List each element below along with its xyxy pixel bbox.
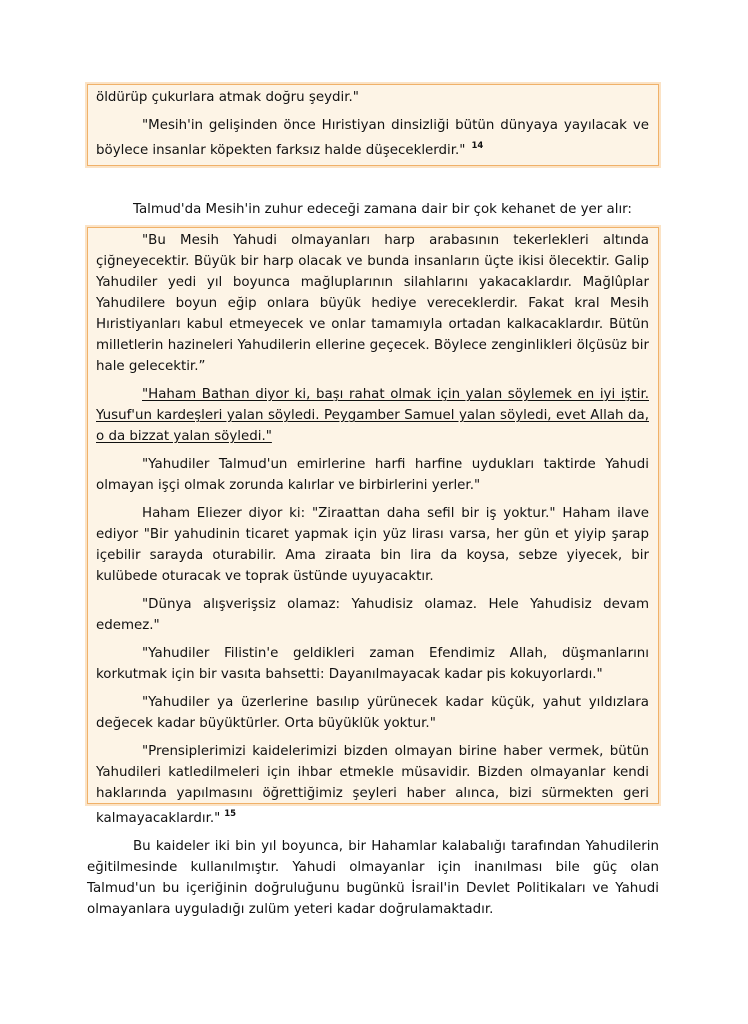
quote-box-2	[87, 227, 659, 826]
quote-1-paragraph-2-text: "Mesih'in gelişinden önce Hıristiyan dinsizliği bütün dünyaya yayılacak ve böylece insanlar köpekten farksız halde düşeceklerdir."	[96, 118, 649, 158]
quote-1-paragraph-1: öldürüp çukurlara atmak doğru şeydir."	[96, 90, 359, 105]
quote-2-paragraph-6: "Yahudiler Filistin'e geldikleri zaman Efendimiz Allah, düşmanlarını korkutmak için bir vasıta bahsetti: Dayanılmayacak kadar pis kokuyorlardı."	[96, 646, 649, 682]
footnote-marker-15: 15	[224, 809, 237, 819]
quote-2-paragraph-7: "Yahudiler ya üzerlerine basılıp yürünecek kadar küçük, yahut yıldızlara değecek kadar büyüktürler. Orta büyüklük yoktur."	[96, 695, 649, 731]
quote-1-paragraph-2	[96, 115, 649, 161]
quote-2-paragraph-1: "Bu Mesih Yahudi olmayanları harp arabasının tekerlekleri altında çiğneyecektir. Büyük bir harp olacak ve bunda insanların üçte ikisi ölecektir. Galip Yahudiler yedi yıl boyunca mağluplarının silahlarını yakacaklardır. Mağlûplar Yahudilere boyun eğip onlara büyük hediye vereceklerdir. Fakat kral Mesih Hıristiyanları kabul etmeyecek ve onlar tamamıyla ortadan kalkacaklardır. Bütün milletlerin hazineleri Yahudilerin ellerine geçecek. Böylece zenginlikleri ölçüsüz bir hale gelecektir.”	[96, 233, 649, 374]
quote-2-paragraph-8	[96, 741, 649, 829]
quote-2-paragraph-8-text: "Prensiplerimizi kaidelerimizi bizden olmayan birine haber vermek, bütün Yahudileri katledilmeleri için ihbar etmekle müsavidir. Bizden olmayanlar kendi haklarında yapılmasını öğrettiğimiz şeyleri haber alınca, bizi sürmekten geri kalmayacaklardır."	[96, 744, 649, 826]
quote-2-paragraph-5: "Dünya alışverişsiz olamaz: Yahudisiz olamaz. Hele Yahudisiz devam edemez."	[96, 597, 649, 633]
intro-paragraph: Talmud'da Mesih'in zuhur edeceği zamana dair bir çok kehanet de yer alır:	[133, 202, 632, 217]
quote-box-1	[87, 84, 659, 166]
footnote-marker-14: 14	[471, 141, 484, 151]
quote-2-paragraph-4: Haham Eliezer diyor ki: "Ziraattan daha sefil bir iş yoktur." Haham ilave ediyor "Bir yahudinin ticaret yapmak için yüz lirası varsa, her gün et yiyip şarap içebilir sarayda oturabilir. Ama ziraata bin lira da koysa, sebze yiyecek, bir kulübede oturacak ve toprak üstünde uyuyacaktır.	[96, 506, 649, 584]
quote-2-paragraph-3: "Yahudiler Talmud'un emirlerine harfi harfine uydukları taktirde Yahudi olmayan işçi olmak zorunda kalırlar ve birbirlerini yerler."	[96, 457, 649, 493]
closing-paragraph: Bu kaideler iki bin yıl boyunca, bir Hahamlar kalabalığı tarafından Yahudilerin eğitilmesinde kullanılmıştır. Yahudi olmayanlar için inanılması bile güç olan Talmud'un bu içeriğinin doğruluğunu bugünkü İsrail'in Devlet Politikaları ve Yahudi olmayanlara uyguladığı zulüm yeteri kadar doğrulamaktadır.	[87, 839, 659, 917]
quote-2-paragraph-2-underlined: "Haham Bathan diyor ki, başı rahat olmak için yalan söylemek en iyi iştir. Yusuf'un kardeşleri yalan söyledi. Peygamber Samuel yalan söyledi, evet Allah da, o da bizzat yalan söyledi."	[96, 387, 649, 444]
